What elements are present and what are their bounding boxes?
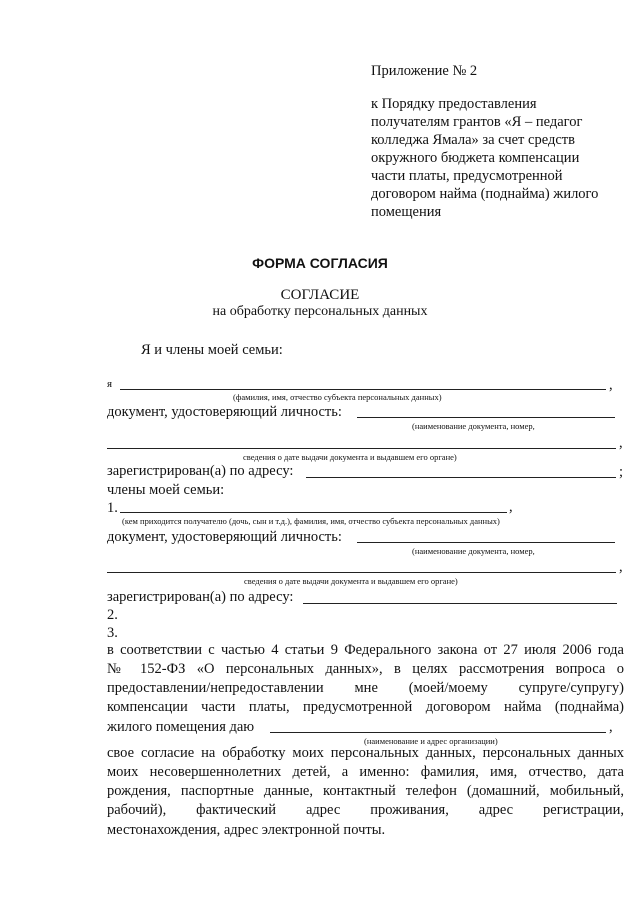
- fio-hint: (фамилия, имя, отчество субъекта персональных данных): [233, 392, 442, 402]
- doc-field-line[interactable]: [357, 417, 615, 418]
- intro-text: Я и члены моей семьи:: [141, 342, 283, 358]
- doc-issue-hint: сведения о дате выдачи документа и выдавшем его органе): [244, 576, 458, 586]
- consent-title: СОГЛАСИЕ: [280, 287, 360, 303]
- comma: ,: [609, 719, 613, 735]
- appendix-line: помещения: [371, 204, 442, 220]
- body-line: предоставлении/непредоставлении мне (моей/моему супруге/супругу): [107, 680, 624, 696]
- appendix-line: договором найма (поднайма) жилого: [371, 186, 599, 202]
- appendix-number: Приложение № 2: [371, 63, 478, 79]
- body-line: местонахождения, адрес электронной почты.: [107, 822, 386, 838]
- member-1-label: 1.: [107, 500, 118, 516]
- doc-hint: (наименование документа, номер,: [412, 421, 535, 431]
- comma: ,: [509, 499, 513, 515]
- comma: ,: [619, 435, 623, 451]
- member-2-label: 2.: [107, 607, 118, 623]
- doc-hint: (наименование документа, номер,: [412, 546, 535, 556]
- fio-field-line[interactable]: [120, 389, 606, 390]
- reg-label: зарегистрирован(а) по адресу:: [107, 589, 294, 605]
- reg-label: зарегистрирован(а) по адресу:: [107, 463, 294, 479]
- member-hint: (кем приходится получателю (дочь, сын и т.д.), фамилия, имя, отчество субъекта персональных данных): [122, 516, 500, 526]
- appendix-line: окружного бюджета компенсации: [371, 150, 580, 166]
- member-3-label: 3.: [107, 625, 118, 641]
- form-title: ФОРМА СОГЛАСИЯ: [252, 255, 388, 271]
- semicolon: ;: [619, 464, 624, 480]
- doc-field-line[interactable]: [357, 542, 615, 543]
- comma: ,: [609, 377, 613, 393]
- comma: ,: [619, 559, 623, 575]
- body-line: моих несовершеннолетних детей, а именно: фамилия, имя, отчество, дата: [107, 764, 624, 780]
- body-line: свое согласие на обработку моих персональных данных, персональных данных: [107, 745, 624, 761]
- doc-label: документ, удостоверяющий личность:: [107, 404, 342, 420]
- body-line: рождения, паспортные данные, контактный телефон (домашний, мобильный,: [107, 783, 624, 799]
- appendix-line: к Порядку предоставления: [371, 96, 537, 112]
- members-label: члены моей семьи:: [107, 482, 225, 498]
- member-1-field-line[interactable]: [120, 512, 507, 513]
- doc-issue-hint: сведения о дате выдачи документа и выдавшем его органе): [243, 452, 457, 462]
- appendix-line: колледжа Ямала» за счет средств: [371, 132, 575, 148]
- doc-issue-field-line[interactable]: [107, 572, 616, 573]
- appendix-line: части платы, предусмотренной: [371, 168, 563, 184]
- reg-field-line[interactable]: [303, 603, 617, 604]
- appendix-line: получателям грантов «Я – педагог: [371, 114, 583, 130]
- body-line: № 152-ФЗ «О персональных данных», в целях рассмотрения вопроса о: [107, 661, 624, 677]
- reg-field-line[interactable]: [306, 477, 616, 478]
- i-label: я: [107, 378, 113, 390]
- doc-issue-field-line[interactable]: [107, 448, 616, 449]
- consent-subtitle: на обработку персональных данных: [212, 304, 428, 319]
- body-line: компенсации части платы, предусмотренной договором найма (поднайма): [107, 699, 624, 715]
- org-field-line[interactable]: [270, 732, 606, 733]
- body-line: рабочий), фактический адрес проживания, адрес регистрации,: [107, 802, 624, 818]
- give-label: жилого помещения даю: [107, 719, 255, 735]
- body-line: в соответствии с частью 4 статьи 9 Федерального закона от 27 июля 2006 года: [107, 642, 624, 658]
- org-hint: (наименование и адрес организации): [364, 736, 498, 746]
- doc-label: документ, удостоверяющий личность:: [107, 529, 342, 545]
